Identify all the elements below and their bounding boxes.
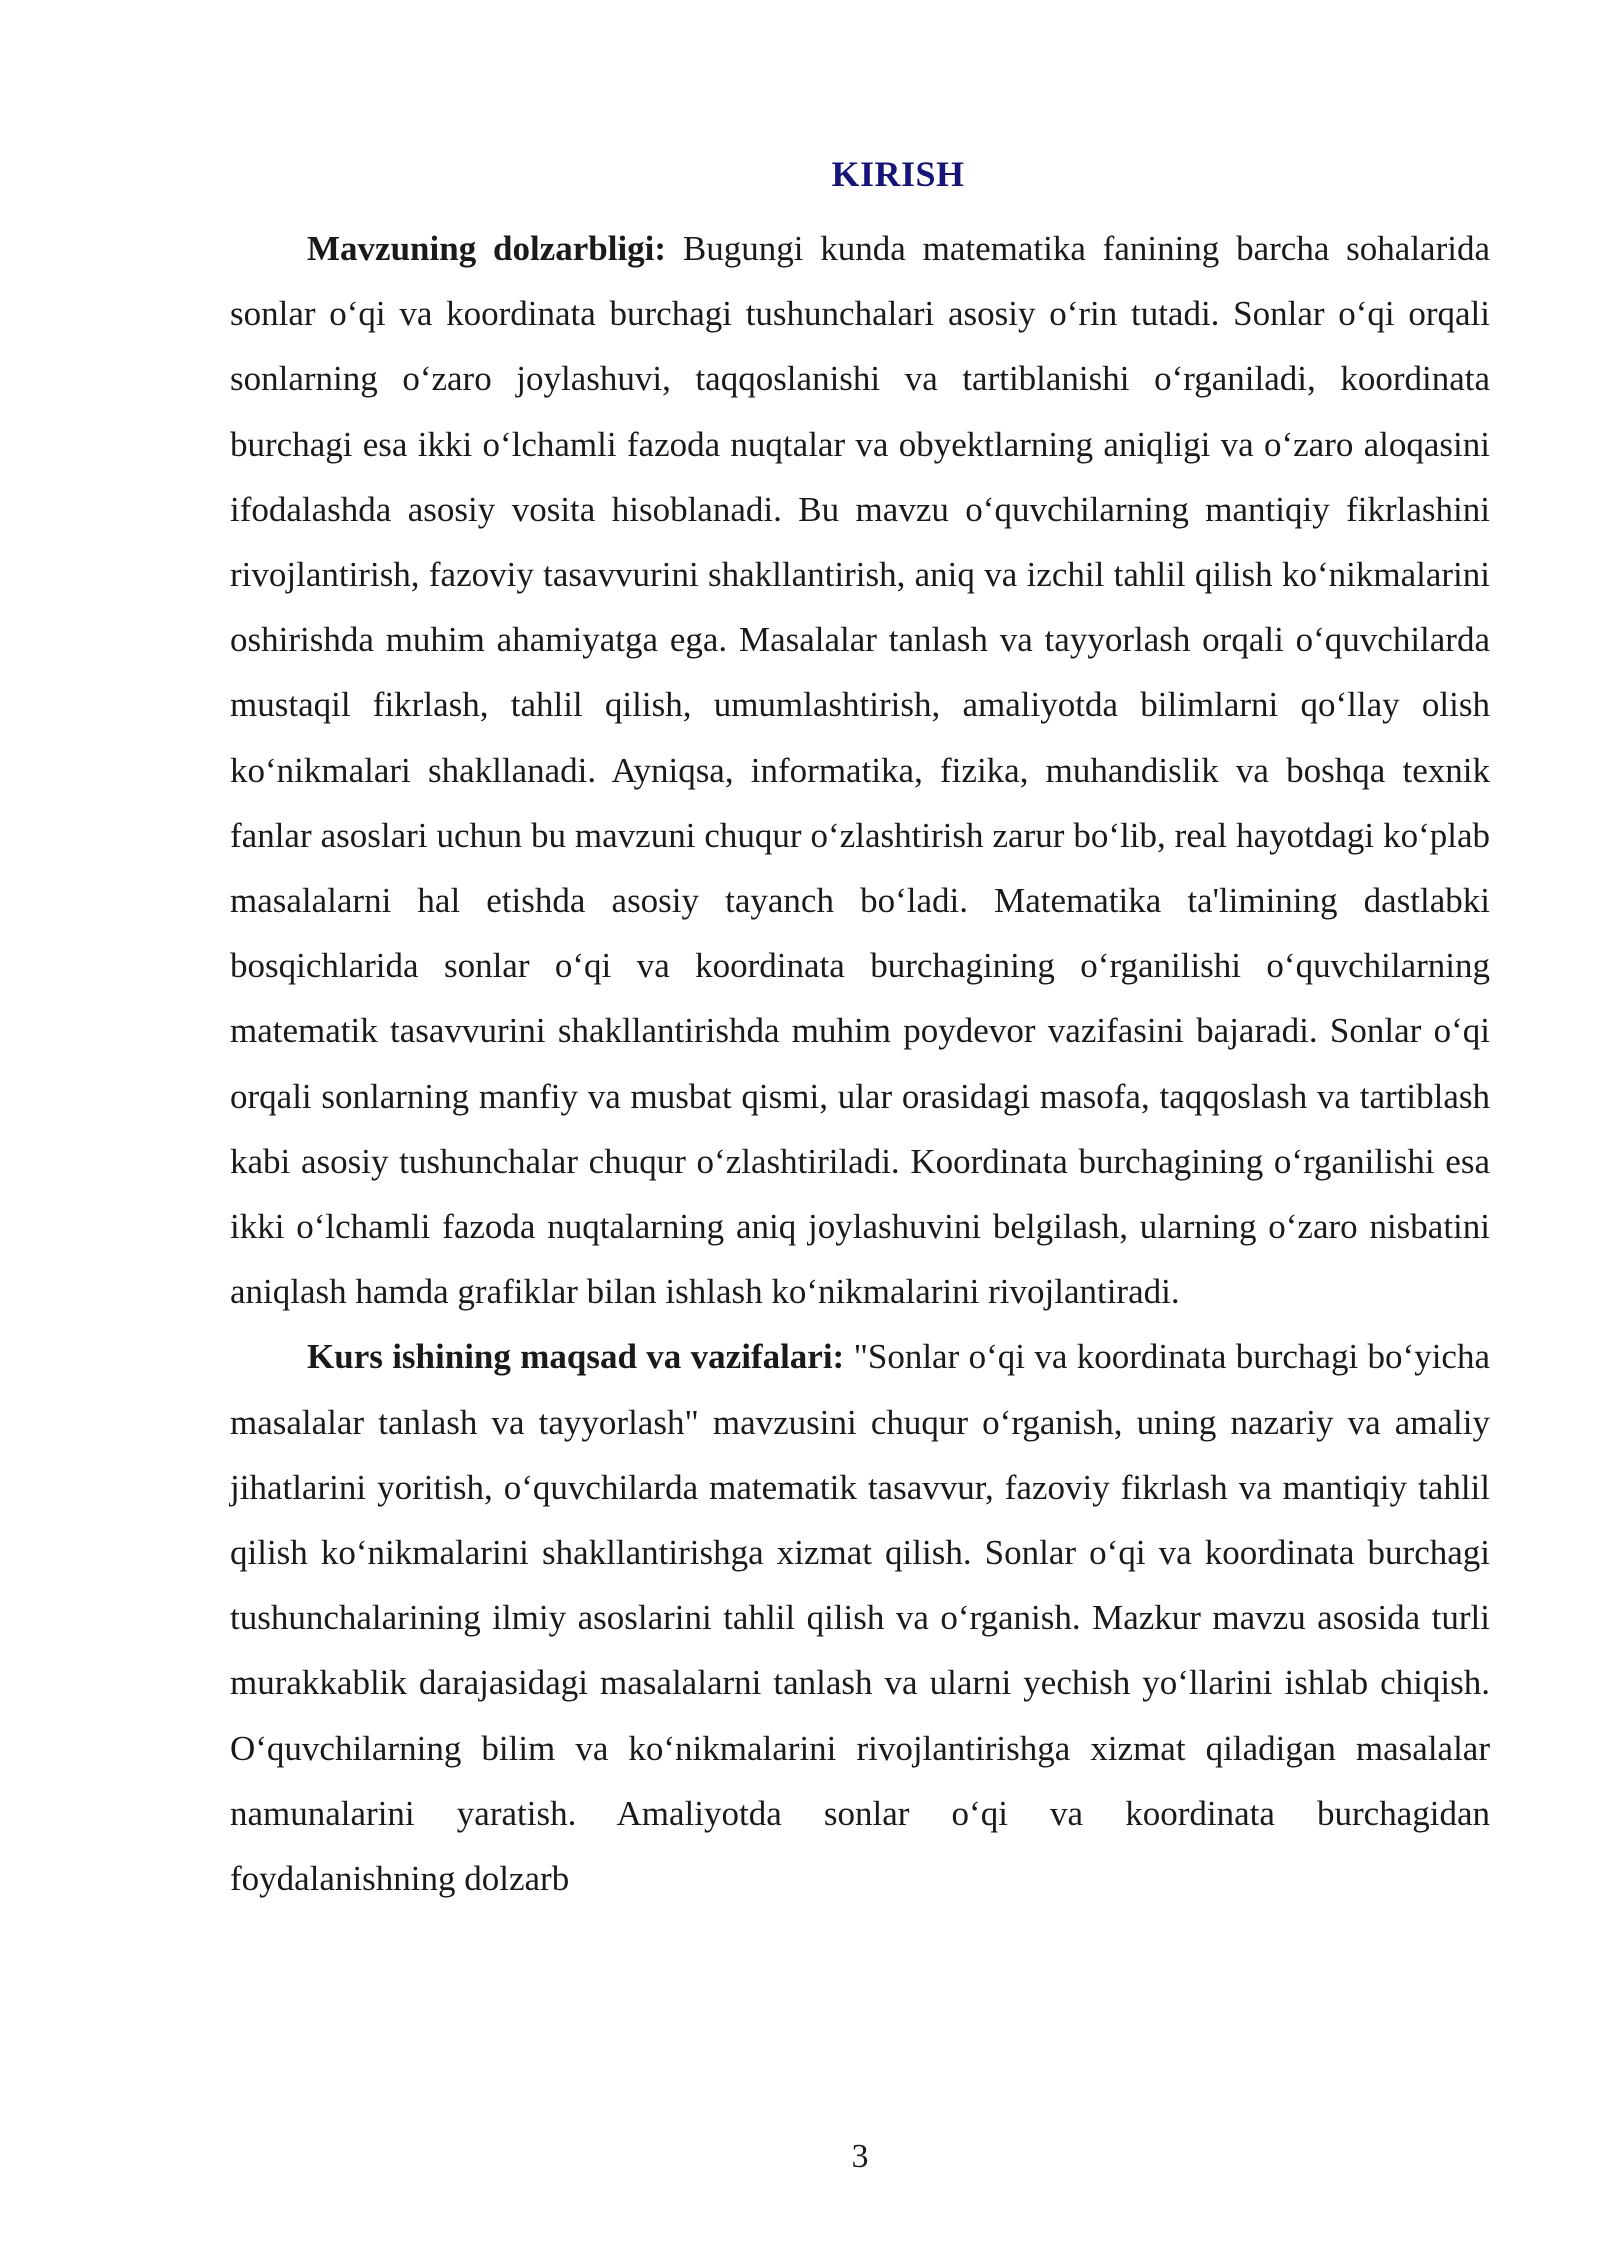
paragraph-body-relevance: Bugungi kunda matematika fanining barcha sohalarida sonlar o‘qi va koordinata burchagi tushunchalari asosiy o‘rin tutadi. Sonlar o‘qi orqali sonlarning o‘zaro joylashuvi, taqqoslanishi va tartiblanishi o‘rganiladi, koordinata burchagi esa ikki o‘lchamli fazoda nuqtalar va obyektlarning aniqligi va o‘zaro aloqasini ifodalashda asosiy vosita hisoblanadi. Bu mavzu o‘quvchilarning mantiqiy fikrlashini rivojlantirish, fazoviy tasavvurini shakllantirish, aniq va izchil tahlil qilish ko‘nikmalarini oshirishda muhim ahamiyatga ega. Masalalar tanlash va tayyorlash orqali o‘quvchilarda mustaqil fikrlash, tahlil qilish, umumlashtirish, amaliyotda bilimlarni qo‘llay olish ko‘nikmalari shakllanadi. Ayniqsa, informatika, fizika, muhandislik va boshqa texnik fanlar asoslari uchun bu mavzuni chuqur o‘zlashtirish zarur bo‘lib, real hayotdagi ko‘plab masalalarni hal etishda asosiy tayanch bo‘ladi. Matematika ta'limining dastlabki bosqichlarida sonlar o‘qi va koordinata burchagining o‘rganilishi o‘quvchilarning matematik tasavvurini shakllantirishda muhim poydevor vazifasini bajaradi. Sonlar o‘qi orqali sonlarning manfiy va musbat qismi, ular orasidagi masofa, taqqoslash va tartiblash kabi asosiy tushunchalar chuqur o‘zlashtiriladi. Koordinata burchagining o‘rganilishi esa ikki o‘lchamli fazoda nuqtalarning aniq joylashuvini belgilash, ularning o‘zaro nisbatini aniqlash hamda grafiklar bilan ishlash ko‘nikmalarini rivojlantiradi.	[230, 229, 1490, 1312]
paragraph-lead-goals: Kurs ishining maqsad va vazifalari:	[307, 1337, 845, 1377]
page-number: 3	[851, 2138, 869, 2175]
paragraph-lead-relevance: Mavzuning dolzarbligi:	[307, 229, 667, 268]
body-text	[230, 216, 1490, 1911]
paragraph-body-goals: "Sonlar o‘qi va koordinata burchagi bo‘yicha masalalar tanlash va tayyorlash" mavzusini chuqur o‘rganish, uning nazariy va amaliy jihatlarini yoritish, o‘quvchilarda matematik tasavvur, fazoviy fikrlash va mantiqiy tahlil qilish ko‘nikmalarini shakllantirishga xizmat qilish. Sonlar o‘qi va koordinata burchagi tushunchalarining ilmiy asoslarini tahlil qilish va o‘rganish. Mazkur mavzu asosida turli murakkablik darajasidagi masalalarni tanlash va ularni yechish yo‘llarini ishlab chiqish. O‘quvchilarning bilim va ko‘nikmalarini rivojlantirishga xizmat qiladigan masalalar namunalarini yaratish. Amaliyotda sonlar o‘qi va koordinata burchagidan foydalanishning dolzarb	[230, 1337, 1490, 1899]
paragraph-relevance	[230, 216, 1490, 1324]
section-title: KIRISH	[831, 154, 965, 194]
paragraph-goals	[230, 1324, 1490, 1911]
